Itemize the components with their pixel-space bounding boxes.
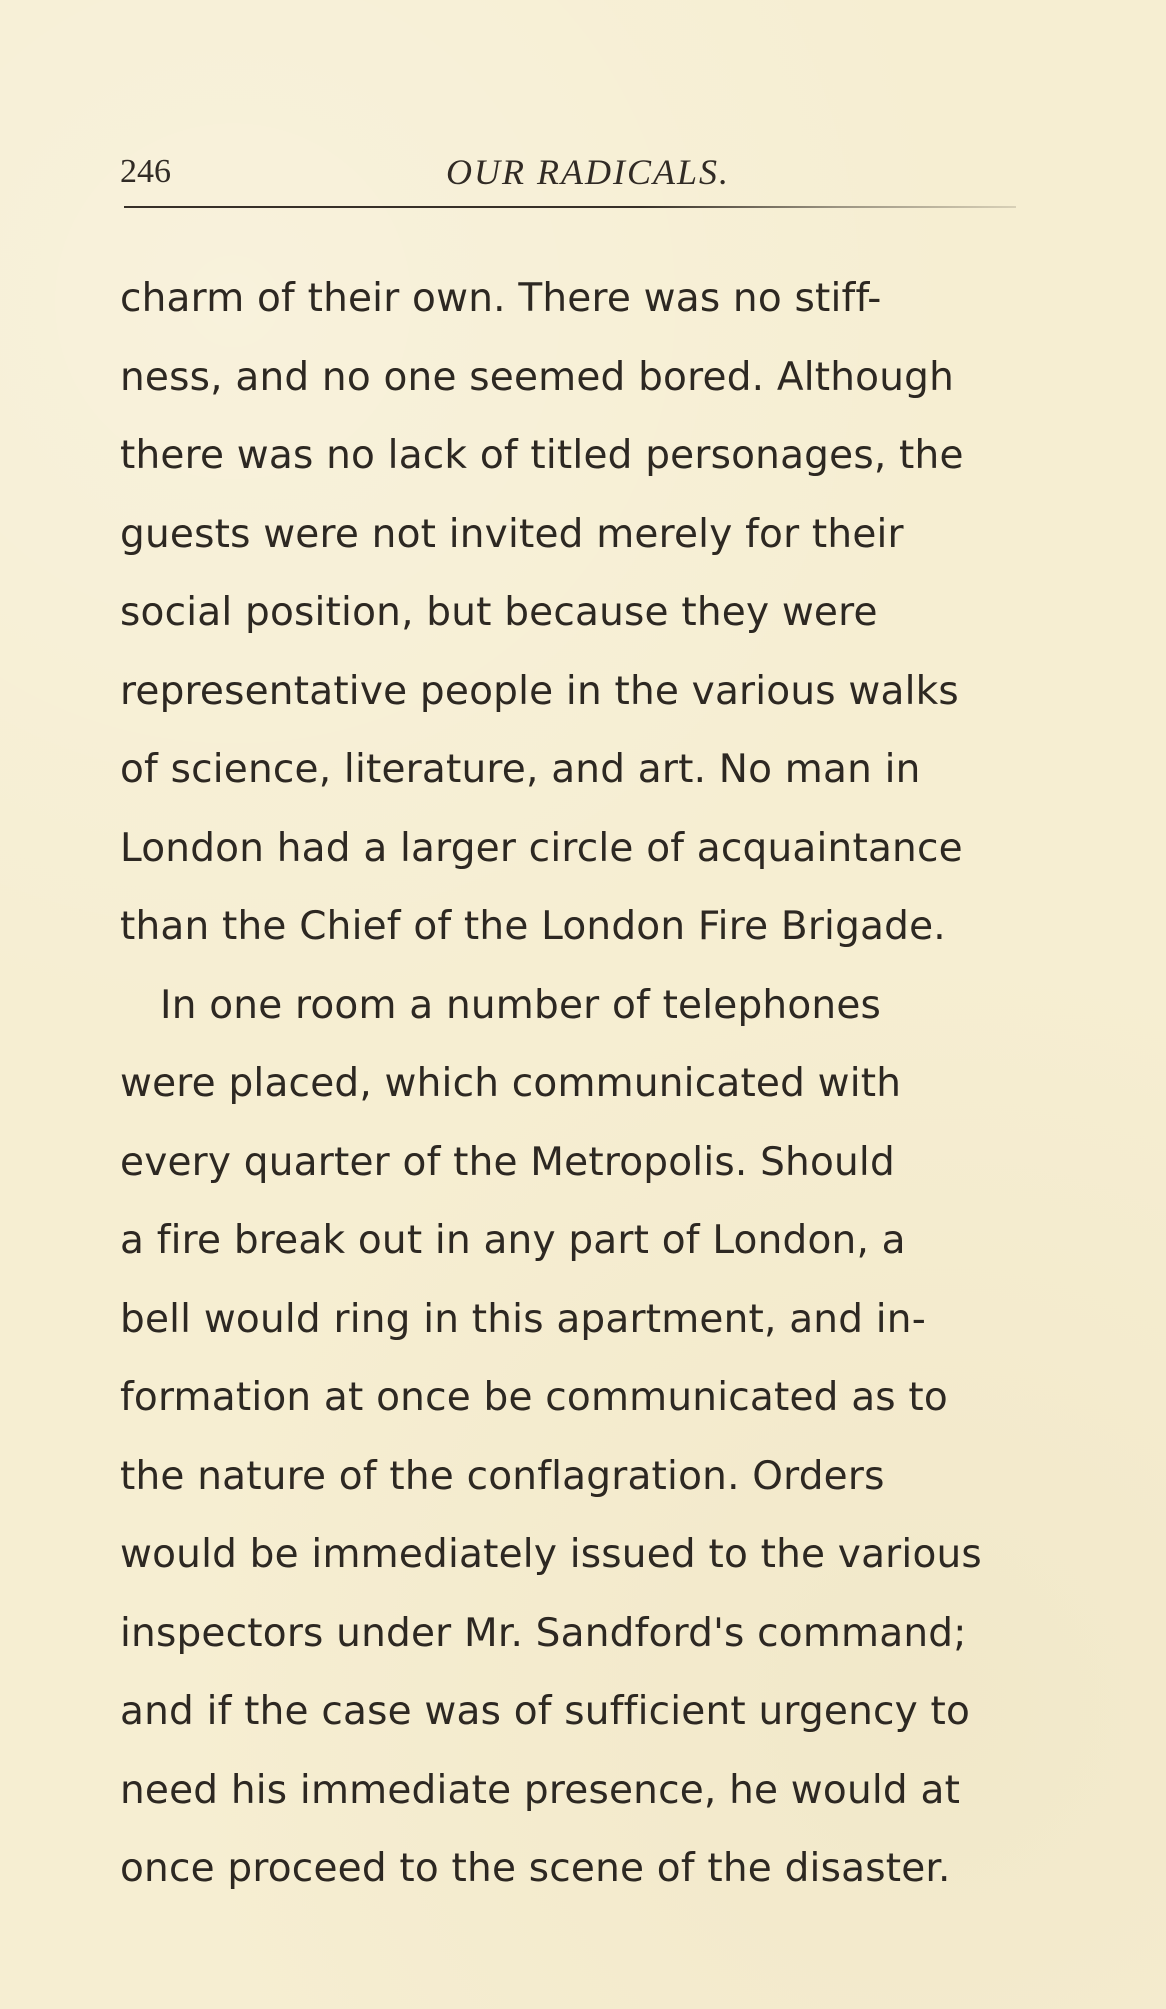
text-line: there was no lack of titled personages, the	[120, 433, 964, 478]
text-line: ness, and no one seemed bored. Although	[120, 354, 955, 400]
text-line: formation at once be communicated as to	[120, 1375, 948, 1420]
page-number: 246	[120, 153, 171, 190]
text-line: every quarter of the Metropolis. Should	[120, 1139, 895, 1185]
body-text	[120, 260, 1056, 1909]
text-line: and if the case was of sufficient urgency to	[120, 1689, 971, 1734]
text-line: once proceed to the scene of the disaster.	[120, 1846, 951, 1891]
text-line: were placed, which communicated with	[120, 1061, 902, 1106]
header-rule	[124, 206, 1016, 208]
text-line: London had a larger circle of acquaintance	[120, 825, 963, 871]
text-line: than the Chief of the London Fire Brigade.	[120, 904, 946, 949]
text-line: inspectors under Mr. Sandford's command;	[120, 1610, 967, 1656]
text-line: a fire break out in any part of London, a	[120, 1218, 906, 1263]
text-line: of science, literature, and art. No man in	[120, 747, 921, 792]
text-line: would be immediately issued to the various	[120, 1532, 982, 1577]
text-line: social position, but because they were	[120, 590, 878, 635]
text-line: guests were not invited merely for their	[120, 511, 904, 557]
text-line: representative people in the various walks	[120, 668, 959, 714]
running-head	[120, 148, 1056, 196]
text-line: the nature of the conflagration. Orders	[120, 1453, 885, 1499]
running-title: OUR RADICALS.	[446, 152, 730, 192]
text-line: bell would ring in this apartment, and in-	[120, 1296, 926, 1342]
text-line: need his immediate presence, he would at	[120, 1767, 961, 1813]
paragraph-start-line: In one room a number of telephones	[160, 982, 882, 1028]
text-line: charm of their own. There was no stiff-	[120, 276, 882, 321]
